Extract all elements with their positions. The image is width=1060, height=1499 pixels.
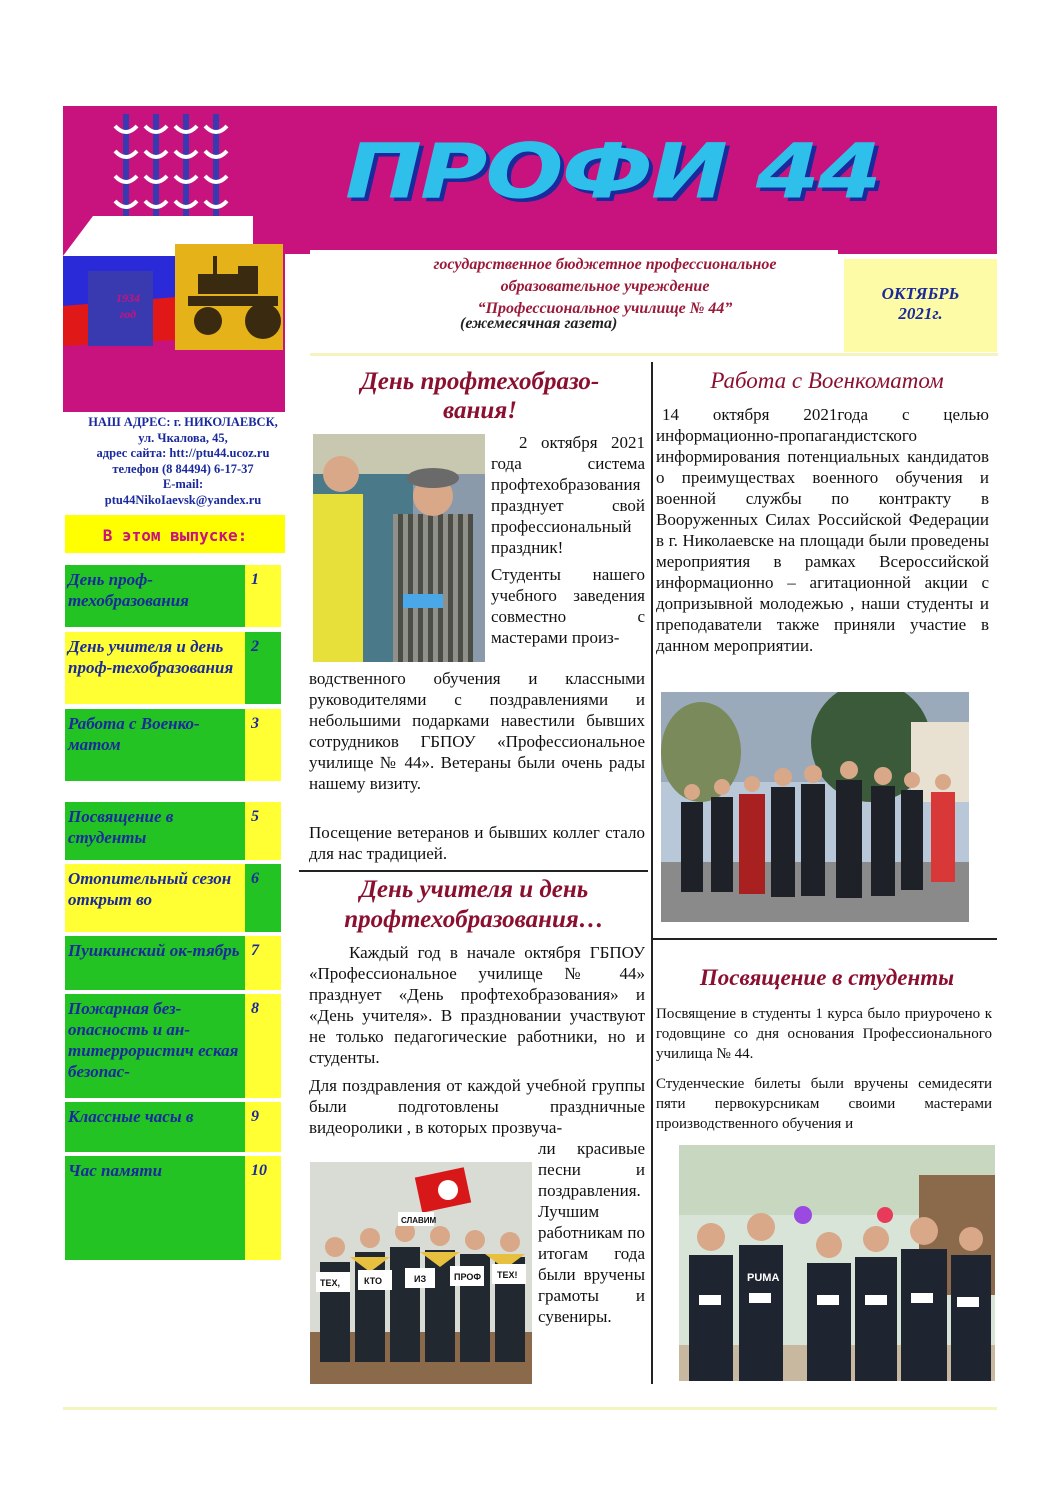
- org-line-2: образовательное учреждение: [500, 278, 710, 295]
- toc-item-page: 3: [245, 709, 281, 781]
- toc-item-label: Классные часы в: [65, 1102, 245, 1152]
- logo-block: [63, 106, 285, 412]
- toc-item-page: 5: [245, 802, 281, 860]
- sign-word-text: ПРОФ: [454, 1272, 482, 1282]
- toc-item-label: Пушкинский ок-тябрь: [65, 936, 245, 990]
- org-line-3: “Профессиональное училище № 44”: [477, 300, 733, 317]
- toc-item[interactable]: [65, 936, 281, 990]
- founding-year-badge: 1934 год: [116, 291, 140, 321]
- column-divider: [651, 362, 653, 1384]
- toc-item-page: 9: [245, 1102, 281, 1152]
- toc-item-page: 2: [245, 632, 281, 704]
- sign-word-text: ТЕХ,: [320, 1278, 341, 1288]
- article2-paragraph2: Для поздравления от каждой учебной группы были подготовлены праздничные видеоролики , в которых прозвуча-: [309, 1076, 645, 1137]
- article1-p2-start: Студенты нашего учебного заведения совместно с мастерами произ-: [491, 565, 645, 647]
- issue-year: 2021г.: [898, 304, 943, 323]
- toc-item[interactable]: [65, 802, 281, 860]
- email-link[interactable]: ptu44NikoIaevsk@yandex.ru: [104, 492, 262, 507]
- toc-heading: В этом выпуске:: [65, 515, 285, 553]
- sign-word-text: СЛАВИМ: [401, 1216, 437, 1225]
- toc-item-label: Посвящение в студенты: [65, 802, 245, 860]
- headline-line: профтехобразования…: [344, 906, 604, 933]
- military-event-photo: [661, 692, 969, 922]
- org-line-1: государственное бюджетное профессиональное: [433, 256, 777, 273]
- toc-item-label: Отопительный сезон открыт во: [65, 864, 245, 932]
- toc-item-page: 6: [245, 864, 281, 932]
- sign-word-text: КТО: [364, 1276, 382, 1286]
- toc-item-label: Работа с Военко-матом: [65, 709, 245, 781]
- header-rule: [310, 353, 998, 356]
- article4-paragraph2: Студенческие билеты были вручены семидесяти пяти первокурсникам своими мастерами производственного обучения и: [656, 1076, 992, 1132]
- sign-word-text: ТЕХ!: [497, 1270, 518, 1280]
- toc-item[interactable]: [65, 709, 281, 781]
- toc-item-page: 10: [245, 1156, 281, 1260]
- college-emblem-icon: [63, 106, 285, 412]
- photo-veterans-image-icon: [313, 434, 485, 662]
- column-divider: [299, 870, 648, 872]
- article3-headline: Работа с Военкоматом: [710, 368, 944, 393]
- article4-paragraph1: Посвящение в студенты 1 курса было приурочено к годовщине со дня основания Профессионального училища № 44.: [656, 1006, 992, 1062]
- shirt-logo-text: PUMA: [747, 1272, 780, 1284]
- article3-paragraph1: 14 октября 2021года с целью информационно-пропагандистского информирования потенциальных кандидатов о преимуществах военного обучения и военной службы по контракту в Вооруженных Силах Российской Федерации в г. Николаевске на площади были проведены мероприятия в рамках Всероссийской информационно – агитационной акции с допризывной молодежью , наши студенты и преподаватели также приняли участие в данном мероприятии.: [656, 405, 989, 655]
- issue-date: [844, 284, 997, 324]
- org-name: [360, 254, 850, 320]
- newspaper-subtitle: (ежемесячная газета): [460, 315, 618, 332]
- article1-paragraph1: [491, 432, 645, 648]
- toc-item[interactable]: [65, 864, 281, 932]
- toc-item[interactable]: [65, 994, 281, 1098]
- address-line: ул. Чкалова, 45,: [138, 430, 228, 445]
- headline-line: День учителя и день: [359, 876, 589, 903]
- phone-number: телефон (8 84494) 6-17-37: [112, 461, 254, 476]
- sign-word-text: ИЗ: [414, 1274, 427, 1284]
- article4-headline: Посвящение в студенты: [699, 965, 955, 990]
- veterans-photo: [313, 434, 485, 662]
- toc-item-page: 1: [245, 565, 281, 627]
- contact-address: [63, 415, 303, 508]
- toc-item[interactable]: [65, 565, 281, 627]
- headline-line: вания!: [443, 397, 517, 424]
- newspaper-title: ПРОФИ 44: [345, 128, 880, 216]
- article1-paragraph2: водственного обучения и классными руководителями с поздравлениями и небольшими подарками навестили бывших сотрудников ГБПОУ «Профессиональное училище № 44». Ветераны были очень рады нашему визиту.: [309, 669, 645, 793]
- students-greeting-photo: [310, 1162, 532, 1384]
- toc-item-label: Час памяти: [65, 1156, 245, 1260]
- photo-students-signs-image-icon: [310, 1162, 532, 1384]
- email-label: E-mail:: [162, 477, 204, 491]
- photo-student-cards-image-icon: [679, 1145, 995, 1381]
- address-line: НАШ АДРЕС: г. НИКОЛАЕВСК,: [88, 415, 278, 429]
- photo-military-event-image-icon: [661, 692, 969, 922]
- column-divider: [651, 938, 997, 940]
- headline-line: День профтехобразо-: [360, 368, 600, 395]
- article1-paragraph3: Посещение ветеранов и бывших коллег стало для нас традицией.: [309, 823, 645, 863]
- toc-item[interactable]: [65, 1102, 281, 1152]
- article1-headline: [312, 367, 648, 425]
- student-cards-photo: [679, 1145, 995, 1381]
- toc-item-label: Пожарная без-опасность и ан-титеррористич еская безопас-: [65, 994, 245, 1098]
- toc-item-label: День проф-техобразования: [65, 565, 245, 627]
- article2-headline: [304, 875, 644, 935]
- website-link[interactable]: адрес сайта: htt://ptu44.ucoz.ru: [96, 446, 270, 460]
- article1-p1: 2 октября 2021 года система профтехобразования празднует свой профессиональный праздник!: [491, 433, 645, 557]
- issue-month: ОКТЯБРЬ: [881, 284, 960, 303]
- toc-item-page: 8: [245, 994, 281, 1098]
- toc-item[interactable]: [65, 632, 281, 704]
- toc-item-page: 7: [245, 936, 281, 990]
- article2-paragraph1: Каждый год в начале октября ГБПОУ «Профессиональное училище № 44» празднует «День профтехобразования» и «День учителя». В праздновании участвуют не только педагогические работники, но и студенты.: [309, 943, 645, 1067]
- toc-item[interactable]: [65, 1156, 281, 1260]
- toc-item-label: День учителя и день проф-техобразования: [65, 632, 245, 704]
- article2-paragraph2-side: ли красивые песни и поздравления. Лучшим работникам по итогам года были вручены грамоты и сувениры.: [538, 1139, 645, 1326]
- footer-rule: [63, 1407, 997, 1410]
